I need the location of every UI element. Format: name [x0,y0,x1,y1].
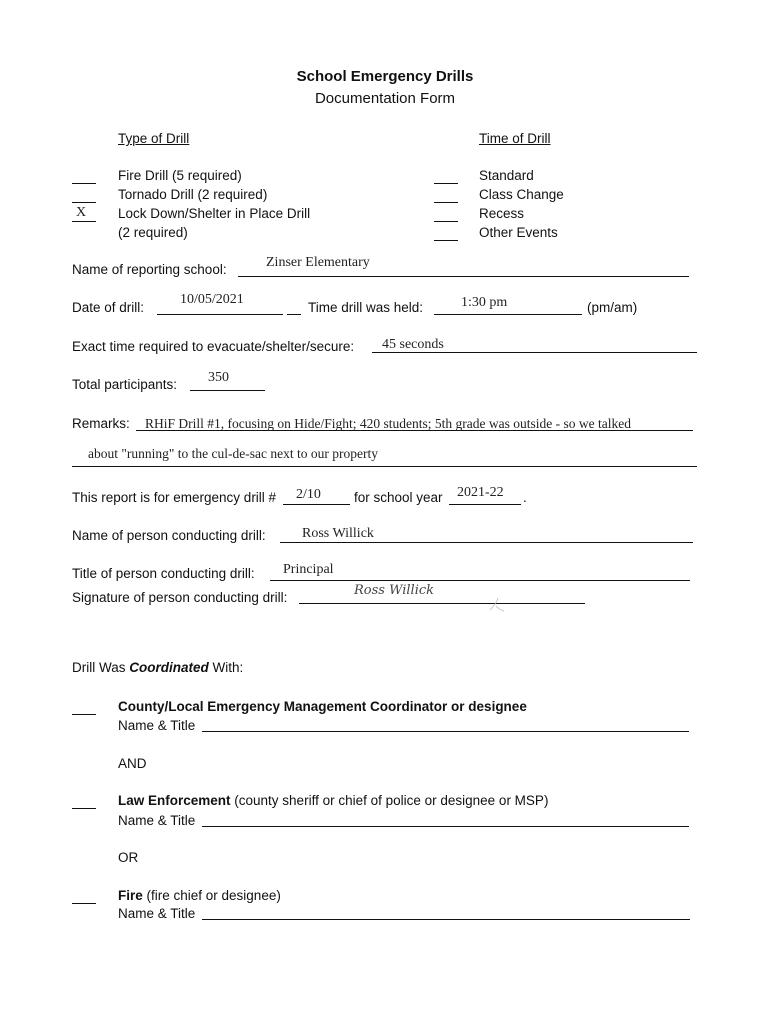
participants-value: 350 [208,370,229,385]
fire-drill-label: Fire Drill (5 required) [118,168,242,183]
date-value: 10/05/2021 [180,292,244,307]
remarks-value-line2: about "running" to the cul-de-sac next to our property [88,446,378,461]
title-field[interactable] [270,580,690,581]
fire-drill-checkbox[interactable] [72,183,96,184]
tornado-drill-checkbox[interactable] [72,202,96,203]
other-events-label: Other Events [479,225,558,240]
title-label: Title of person conducting drill: [72,566,255,581]
signature-label: Signature of person conducting drill: [72,590,288,605]
participants-field[interactable] [190,390,265,391]
report-label: This report is for emergency drill # [72,490,277,505]
title-value: Principal [283,562,334,577]
school-year-field[interactable] [449,504,521,505]
school-field[interactable] [238,276,689,277]
standard-checkbox[interactable] [434,183,458,184]
exact-time-label: Exact time required to evacuate/shelter/secure: [72,339,355,354]
signature-field[interactable] [299,603,585,604]
school-label: Name of reporting school: [72,262,227,277]
fire-name-title-label: Name & Title [118,906,196,921]
county-name-title-label: Name & Title [118,718,196,733]
time-held-field[interactable] [434,314,582,315]
fire-chief-label: Fire (fire chief or designee) [118,888,281,903]
report-field[interactable] [283,504,350,505]
school-year-value: 2021-22 [457,485,504,500]
signature-value: Ross Willick [354,583,435,598]
recess-label: Recess [479,206,525,221]
remarks-value-line1: RHiF Drill #1, focusing on Hide/Fight; 420 students; 5th grade was outside - so we talked [145,416,631,431]
person-label: Name of person conducting drill: [72,528,266,543]
recess-checkbox[interactable] [434,221,458,222]
tornado-drill-label: Tornado Drill (2 required) [118,187,268,202]
county-coordinator-checkbox[interactable] [72,714,96,715]
time-suffix: (pm/am) [587,300,638,315]
type-of-drill-heading: Type of Drill [118,131,190,146]
remarks-label: Remarks: [72,416,130,431]
class-change-label: Class Change [479,187,564,202]
time-held-label: Time drill was held: [308,300,424,315]
or-label: OR [118,850,139,865]
county-name-title-field[interactable] [202,731,689,732]
person-value: Ross Willick [302,526,374,541]
signature-flourish-icon [488,596,506,614]
report-value: 2/10 [296,487,321,502]
class-change-checkbox[interactable] [434,202,458,203]
date-field[interactable] [157,314,283,315]
law-name-title-label: Name & Title [118,813,196,828]
school-value: Zinser Elementary [266,255,370,270]
law-enforcement-label: Law Enforcement (county sheriff or chief of police or designee or MSP) [118,793,549,808]
participants-label: Total participants: [72,377,178,392]
time-of-drill-heading: Time of Drill [479,131,551,146]
standard-label: Standard [479,168,534,183]
exact-time-value: 45 seconds [382,337,444,352]
date-label: Date of drill: [72,300,145,315]
person-field[interactable] [280,542,693,543]
form-subtitle: Documentation Form [314,90,456,107]
law-name-title-field[interactable] [202,826,689,827]
other-events-checkbox[interactable] [434,240,458,241]
and-label: AND [118,756,147,771]
form-title: School Emergency Drills [296,68,474,85]
lockdown-drill-checkbox[interactable] [72,221,96,222]
lockdown-drill-label: Lock Down/Shelter in Place Drill [118,206,311,221]
lockdown-drill-label-line2: (2 required) [118,225,188,240]
school-year-label: for school year [354,490,443,505]
time-held-value: 1:30 pm [461,295,508,310]
lockdown-drill-mark: X [76,205,87,220]
remarks-field-line2[interactable] [72,466,697,467]
county-coordinator-label: County/Local Emergency Management Coordinator or designee [118,699,527,714]
date-field-tail [287,314,301,315]
fire-name-title-field[interactable] [202,919,690,920]
law-enforcement-checkbox[interactable] [72,808,96,809]
school-year-period: . [523,490,527,505]
coordination-heading: Drill Was Coordinated With: [72,660,244,675]
fire-chief-checkbox[interactable] [72,903,96,904]
